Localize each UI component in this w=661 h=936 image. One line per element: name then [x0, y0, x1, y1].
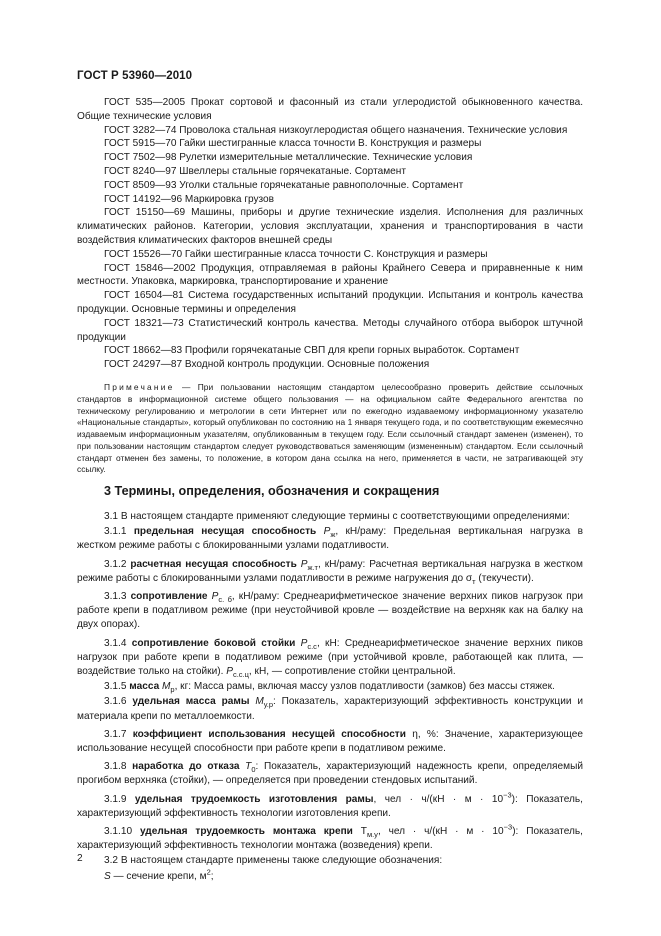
note-text: — При пользовании настоящим стандартом целесообразно проверить действие ссылочных стандартов в информационной системе общего пользования — на официальном сайте Федерального агентства по техническому регулированию и метрологии в сети Интернет или по ежегодно издаваемому информационному указателю «Национальные стандарты», который опубликован по состоянию на 1 января текущего года, и по соответствующим ежемесячно издаваемым информационным указателям, опубликованным в текущем году. Если ссылочный стандарт заменен (изменен), то при пользовании настоящим стандартом следует руководствоваться заменяющим (измененным) стандартом. Если ссылочный стандарт отменен без замены, то положение, в котором дана ссылка на него, применяется в части, не затрагивающей эту ссылку. — [77, 382, 583, 475]
document-code: ГОСТ Р 53960—2010 — [77, 70, 193, 82]
term-3-1-9: 3.1.9 удельная трудоемкость изготовления рамы, чел · $ч/(кН \cdot м \cdot 10^{-3})$: Показатель, характеризующий эффективность технологии изготовления крепи. — [77, 790, 583, 819]
term-name: наработка до отказа — [132, 761, 246, 773]
term-name: сопротивление боковой стойки — [131, 637, 301, 649]
paragraph-3-2: 3.2 В настоящем стандарте применены также следующие обозначения: — [104, 855, 443, 867]
term-name: расчетная несущая способность — [130, 558, 301, 570]
symbol-s-line: S — сечение крепи, $м^2$; — [104, 867, 214, 882]
term-3-1-8: 3.1.8 наработка до отказа $Т_0$: Показатель, характеризующий надежность крепи, определяемый прогибом верхняка (стойки), — определяется при проведении стендовых испытаний. — [77, 761, 583, 787]
reference-item: ГОСТ 3282—74 Проволока стальная низкоуглеродистая общего назначения. Технические условия — [104, 124, 568, 136]
term-3-1-2: 3.1.2 расчетная несущая способность $Р_{ж.т}$, кН/раму: Расчетная вертикальная нагрузка в жестком режиме работы с блокированными узлами податливости в режиме нагружения до $\sigma_т$ (текучести). — [77, 558, 583, 586]
term-name: сопротивление — [130, 591, 212, 603]
reference-item: ГОСТ 5915—70 Гайки шестигранные класса точности В. Конструкция и размеры — [104, 138, 482, 150]
term-name: удельная трудоемкость монтажа крепи — [139, 826, 361, 838]
term-name: удельная трудоемкость изготовления рамы — [134, 793, 374, 805]
section-title: 3 Термины, определения, обозначения и сокращения — [104, 484, 440, 498]
term-3-1-5: 3.1.5 масса $М_р$, кг: Масса рамы, включая массу узлов податливости (замков) без массы стяжек. — [104, 681, 555, 695]
reference-item: ГОСТ 535—2005 Прокат сортовой и фасонный из стали углеродистой обыкновенного качества. Общие технические условия — [77, 97, 583, 122]
page-number: 2 — [77, 853, 83, 864]
term-name: предельная несущая способность — [133, 526, 324, 538]
term-name: удельная масса рамы — [132, 696, 256, 708]
term-3-1-1: 3.1.1 предельная несущая способность $Р_ж$, кН/раму: Предельная вертикальная нагрузка в жестком режиме работы с блокированными узлами податливости. — [77, 526, 583, 552]
term-3-1-3: 3.1.3 сопротивление $Р_{с. б}$, кН/раму: Среднеарифметическое значение верхних пиков нагрузок при работе крепи в податливом режиме (при неустойчивой кровле — воздействие на верхняк как на балку на двух опорах). — [77, 591, 583, 631]
reference-item: ГОСТ 8509—93 Уголки стальные горячекатаные равнополочные. Сортамент — [104, 179, 464, 191]
reference-item: ГОСТ 24297—87 Входной контроль продукции. Основные положения — [104, 359, 430, 371]
normative-references — [77, 96, 583, 372]
terms-body — [77, 510, 583, 885]
term-3-1-6: 3.1.6 удельная масса рамы $М_{у.р}$: Показатель, характеризующий эффективность конструкции и материала крепи по металлоемкости. — [77, 696, 583, 722]
reference-item: ГОСТ 16504—81 Система государственных испытаний продукции. Испытания и контроль качества продукции. Основные термины и определения — [77, 290, 583, 315]
reference-item: ГОСТ 14192—96 Маркировка грузов — [104, 193, 275, 205]
reference-item: ГОСТ 15846—2002 Продукция, отправляемая в районы Крайнего Севера и приравненные к ним местности. Упаковка, маркировка, транспортирование и хранение — [77, 262, 583, 288]
paragraph-3-1: 3.1 В настоящем стандарте применяют следующие термины с соответствующими определениями: — [104, 511, 570, 522]
note-label: Примечание — [104, 382, 175, 392]
term-3-1-10: 3.1.10 удельная трудоемкость монтажа крепи $Т_{м.у}$, чел · $ч/(кН \cdot м \cdot 10^{-3})$: Показатель, характеризующий эффективность технологии монтажа (возведения) крепи. — [77, 822, 583, 852]
note-block — [77, 382, 583, 476]
reference-item: ГОСТ 18321—73 Статистический контроль качества. Методы случайного отбора выборок штучной продукции — [77, 317, 583, 343]
term-name: масса — [129, 681, 162, 693]
reference-item: ГОСТ 18662—83 Профили горячекатаные СВП для крепи горных выработок. Сортамент — [104, 345, 520, 357]
term-3-1-7: 3.1.7 коэффициент использования несущей способности η, %: Значение, характеризующее использование несущей способности при работе крепи в податливом режиме. — [77, 728, 583, 755]
reference-item: ГОСТ 7502—98 Рулетки измерительные металлические. Технические условия — [104, 152, 473, 164]
reference-item: ГОСТ 8240—97 Швеллеры стальные горячекатаные. Сортамент — [104, 165, 406, 177]
reference-item: ГОСТ 15526—70 Гайки шестигранные класса точности С. Конструкция и размеры — [104, 248, 488, 260]
reference-item: ГОСТ 15150—69 Машины, приборы и другие технические изделия. Исполнения для различных климатических районов. Категории, условия эксплуатации, хранения и транспортирования в части воздействия климатических факторов внешней среды — [77, 207, 583, 246]
term-name: коэффициент использования несущей способности — [132, 728, 413, 740]
term-3-1-4: 3.1.4 сопротивление боковой стойки $Р_{с.с}$, кН: Среднеарифметическое значение верхних пиков нагрузок при работе крепи в податливом режиме (при устойчивой кровле, работающей как плита, — воздействие только на стойки). $Р_{с.с.ц}$, кН, — сопротивление стойки центральной. — [77, 637, 583, 680]
